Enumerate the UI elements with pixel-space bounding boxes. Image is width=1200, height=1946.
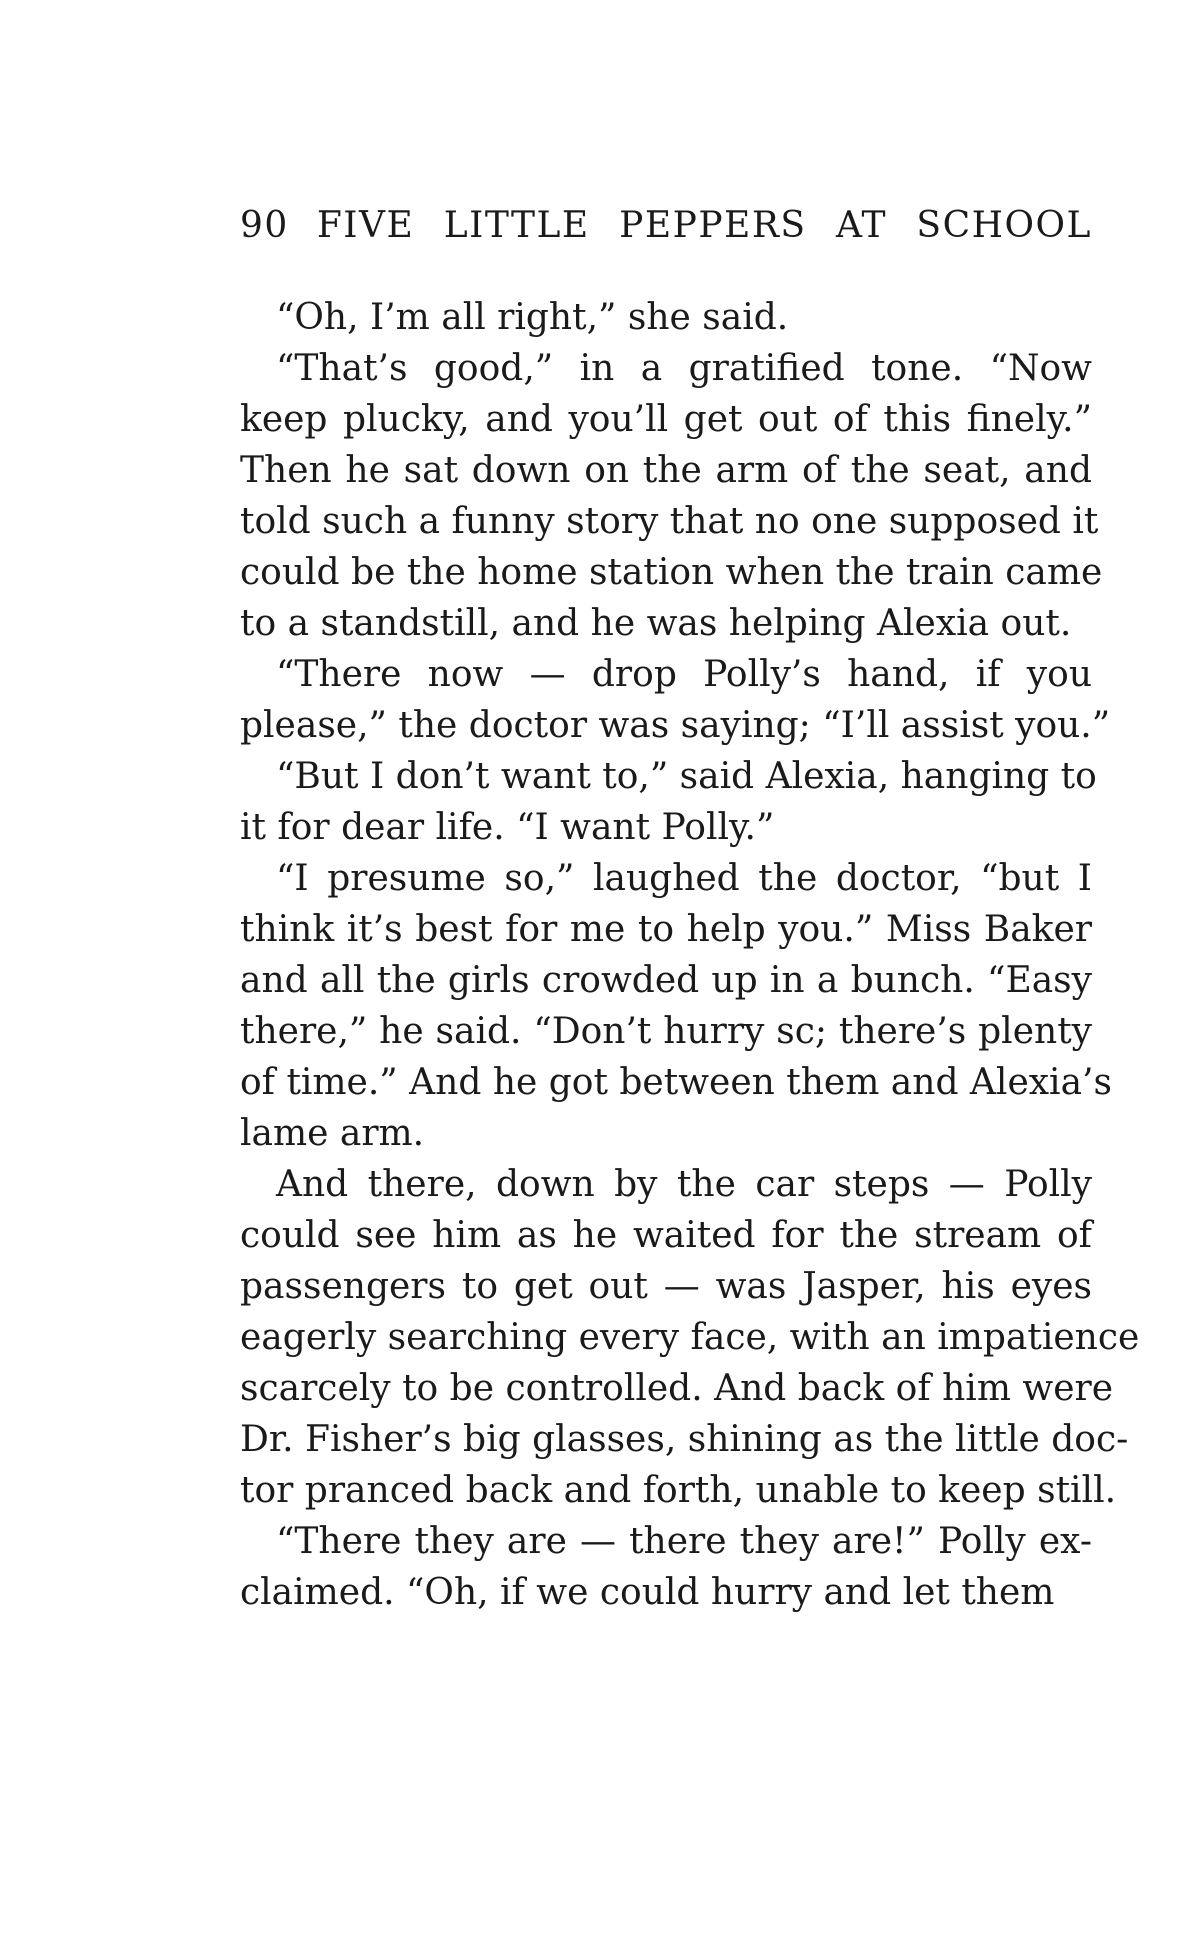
book-title-word: LITTLE [443,204,590,246]
book-title-word: SCHOOL [916,204,1092,246]
text-line: keep plucky, and you’ll get out of this finely.” [240,399,1092,440]
text-line: “There they are — there they are!” Polly ex- [276,1521,1092,1562]
text-line: eagerly searching every face, with an impatience [240,1317,1140,1358]
paragraph [240,1159,1140,1516]
text-line: could see him as he waited for the stream of [240,1215,1092,1256]
paragraph [240,343,1103,649]
paragraph [240,1516,1092,1618]
text-line: to a standstill, and he was helping Alexia out. [240,603,1072,644]
text-line: scarcely to be controlled. And back of him were [240,1368,1114,1409]
book-title-word: PEPPERS [619,204,807,246]
text-line: and all the girls crowded up in a bunch. “Easy [240,960,1092,1001]
text-line: tor pranced back and forth, unable to keep still. [240,1470,1117,1511]
text-line: there,” he said. “Don’t hurry sc; there’s plenty [240,1011,1092,1052]
paragraph [240,853,1112,1159]
paragraph [240,292,1092,343]
text-line: please,” the doctor was saying; “I’ll assist you.” [240,705,1111,746]
running-head [240,200,1092,250]
text-line: passengers to get out — was Jasper, his eyes [240,1266,1092,1307]
book-title-word: AT [835,204,888,246]
book-title [317,205,1092,246]
text-line: “That’s good,” in a gratified tone. “Now [276,348,1092,389]
text-line: “There now — drop Polly’s hand, if you [276,654,1092,695]
body-text [240,292,1140,1618]
text-line: “I presume so,” laughed the doctor, “but I [276,858,1092,899]
text-line: Dr. Fisher’s big glasses, shining as the little doc- [240,1419,1129,1460]
text-line: lame arm. [240,1113,425,1154]
paragraph [240,751,1097,853]
text-line: of time.” And he got between them and Alexia’s [240,1062,1112,1103]
text-line: “But I don’t want to,” said Alexia, hanging to [276,756,1097,797]
text-line: “Oh, I’m all right,” she said. [276,297,789,338]
text-line: claimed. “Oh, if we could hurry and let them [240,1572,1055,1613]
paragraph [240,649,1111,751]
text-line: think it’s best for me to help you.” Miss Baker [240,909,1092,950]
text-line: And there, down by the car steps — Polly [276,1164,1092,1205]
page-number: 90 [240,204,289,246]
book-title-word: FIVE [316,204,415,246]
text-line: it for dear life. “I want Polly.” [240,807,775,848]
text-line: could be the home station when the train came [240,552,1103,593]
text-line: told such a funny story that no one supposed it [240,501,1099,542]
text-line: Then he sat down on the arm of the seat, and [240,450,1092,491]
